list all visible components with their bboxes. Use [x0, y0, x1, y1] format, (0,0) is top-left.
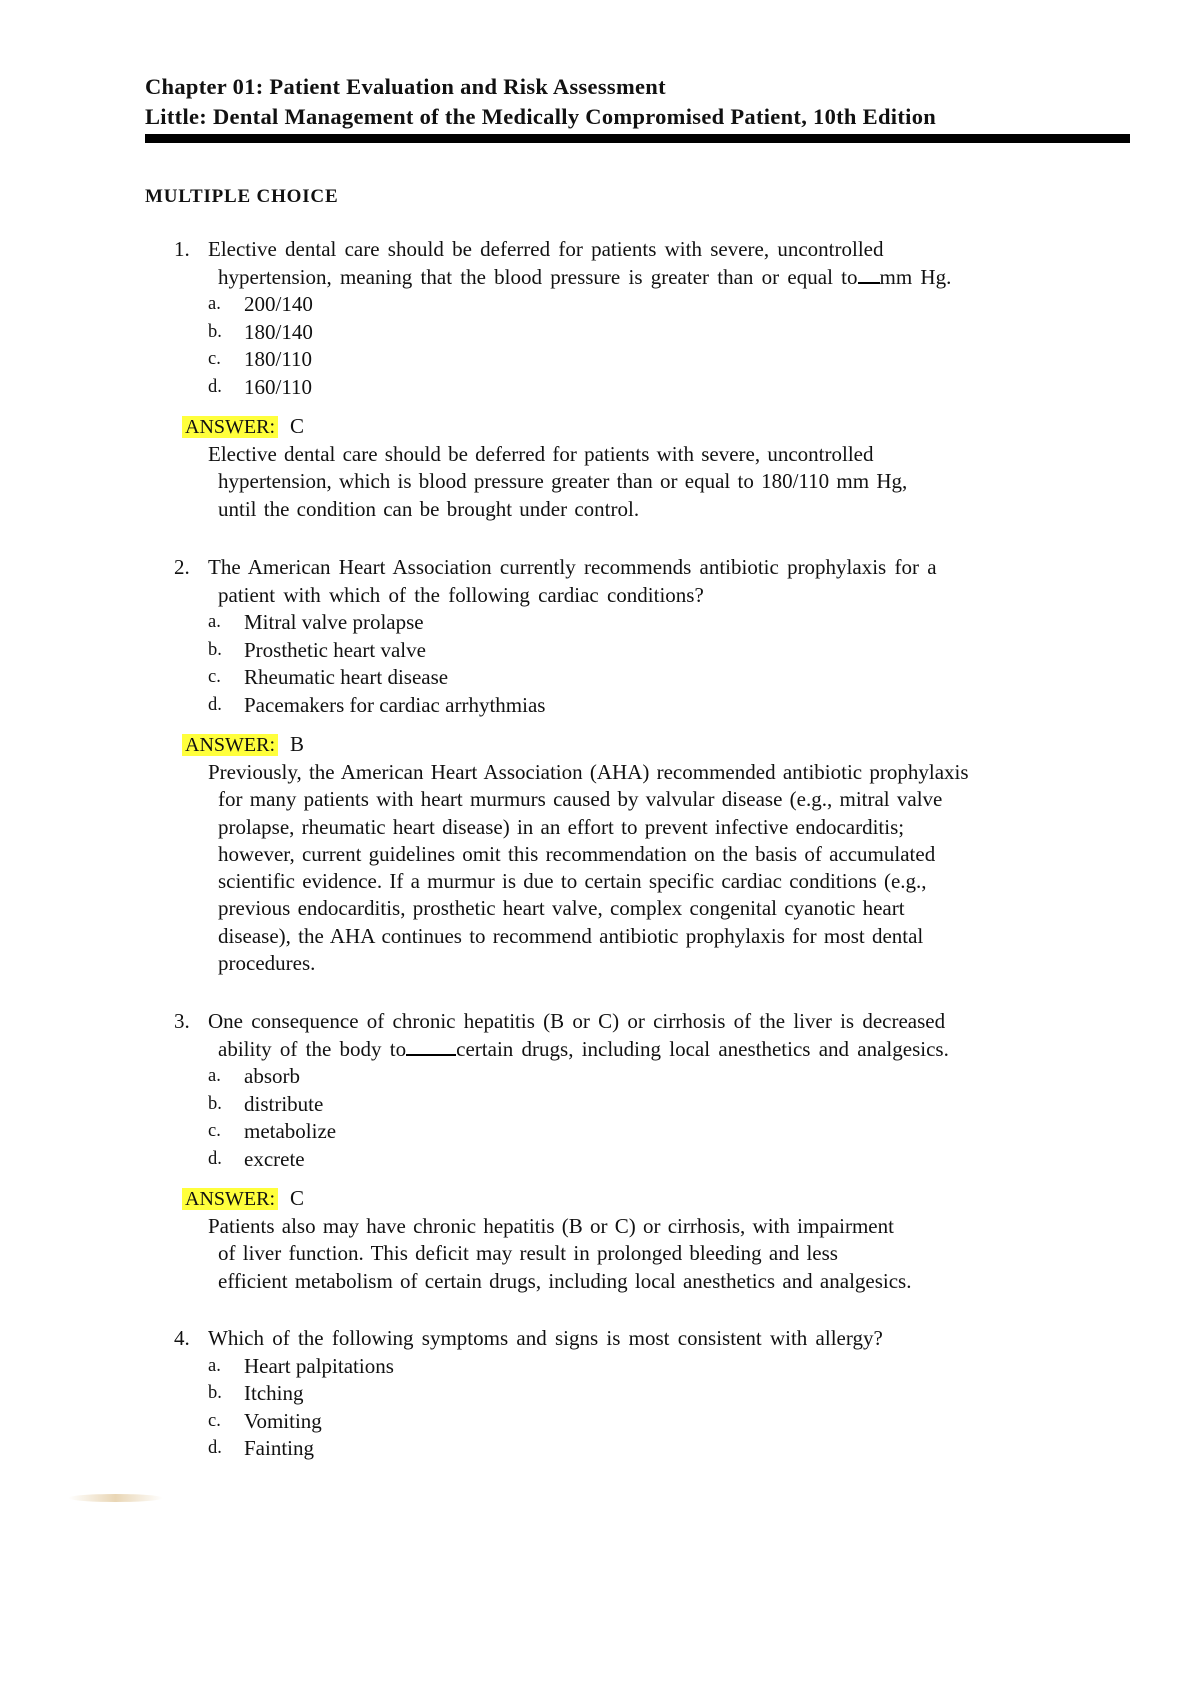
option-a: a. 200/140 — [208, 292, 313, 316]
answer-letter: C — [290, 414, 305, 438]
question-2 — [145, 554, 1110, 977]
answer-explanation: Patients also may have chronic hepatitis (B or C) or cirrhosis, with impairment of liver function. This deficit may result in prolonged bleeding and less efficient metabolism of certain drugs, including local anesthetics and analgesics. — [208, 1214, 912, 1293]
question-text: One consequence of chronic hepatitis (B or C) or cirrhosis of the liver is decreased ability of the body to certain drugs, including local anesthetics and analgesics. — [208, 1009, 949, 1061]
options-list — [208, 1063, 1110, 1173]
option-a: a. Heart palpitations — [208, 1353, 394, 1378]
question-3 — [145, 1008, 1110, 1295]
question-number: 1. — [174, 237, 190, 261]
option-d: d. excrete — [208, 1146, 305, 1171]
question-1 — [145, 236, 1110, 523]
answer-blank — [406, 1040, 456, 1056]
question-text: The American Heart Association currently recommends antibiotic prophylaxis for a patient with which of the following cardiac conditions? — [208, 555, 937, 607]
section-title: MULTIPLE CHOICE — [145, 186, 339, 207]
question-number: 4. — [174, 1326, 190, 1350]
answer-block — [145, 413, 1110, 523]
question-4 — [145, 1325, 1110, 1463]
option-b: b. 180/140 — [208, 319, 313, 344]
option-a: a. Mitral valve prolapse — [208, 610, 424, 634]
options-list — [208, 1353, 1110, 1463]
option-b: b. distribute — [208, 1091, 324, 1116]
question-text: Elective dental care should be deferred for patients with severe, uncontrolled hypertension, meaning that the blood pressure is greater than or equal to mm Hg. — [208, 237, 952, 289]
answer-label: ANSWER: — [182, 416, 278, 438]
option-d: d. 160/110 — [208, 374, 313, 399]
options-list — [208, 609, 1110, 719]
answer-letter: C — [290, 1186, 305, 1210]
option-d: d. Pacemakers for cardiac arrhythmias — [208, 692, 546, 717]
option-b: b. Prosthetic heart valve — [208, 637, 426, 662]
option-d: d. Fainting — [208, 1436, 315, 1460]
answer-explanation: Elective dental care should be deferred for patients with severe, uncontrolled hypertension, which is blood pressure greater than or equal to 180/110 mm Hg, until the condition can be brought under control. — [208, 442, 908, 521]
option-c: c. 180/110 — [208, 347, 313, 371]
question-number: 2. — [174, 555, 190, 579]
header-rule — [145, 134, 1130, 143]
scan-smudge — [68, 1494, 163, 1502]
option-c: c. metabolize — [208, 1119, 337, 1143]
options-list — [208, 291, 1110, 401]
answer-block — [145, 731, 1110, 977]
answer-explanation: Previously, the American Heart Association (AHA) recommended antibiotic prophylaxis for many patients with heart murmurs caused by valvular disease (e.g., mitral valve prolapse, rheumatic heart disease) in an effort to prevent infective endocarditis; however, current guidelines omit this recommendation on the basis of accumulated scientific evidence. If a murmur is due to certain specific cardiac conditions (e.g., previous endocarditis, prosthetic heart valve, complex congenital cyanotic heart disease), the AHA continues to recommend antibiotic prophylaxis for most dental procedures. — [208, 760, 969, 976]
answer-letter: B — [290, 732, 305, 756]
question-text: Which of the following symptoms and signs is most consistent with allergy? — [208, 1326, 883, 1350]
answer-label: ANSWER: — [182, 734, 278, 756]
chapter-title: Chapter 01: Patient Evaluation and Risk Assessment — [145, 74, 666, 99]
page-header — [145, 72, 1130, 143]
question-number: 3. — [174, 1009, 190, 1033]
option-a: a. absorb — [208, 1064, 300, 1088]
option-c: c. Vomiting — [208, 1408, 322, 1433]
option-b: b. Itching — [208, 1381, 304, 1405]
answer-label: ANSWER: — [182, 1188, 278, 1210]
book-title: Little: Dental Management of the Medically Compromised Patient, 10th Edition — [145, 104, 937, 129]
option-c: c. Rheumatic heart disease — [208, 665, 449, 689]
answer-block — [145, 1185, 1110, 1295]
answer-blank — [858, 268, 880, 284]
